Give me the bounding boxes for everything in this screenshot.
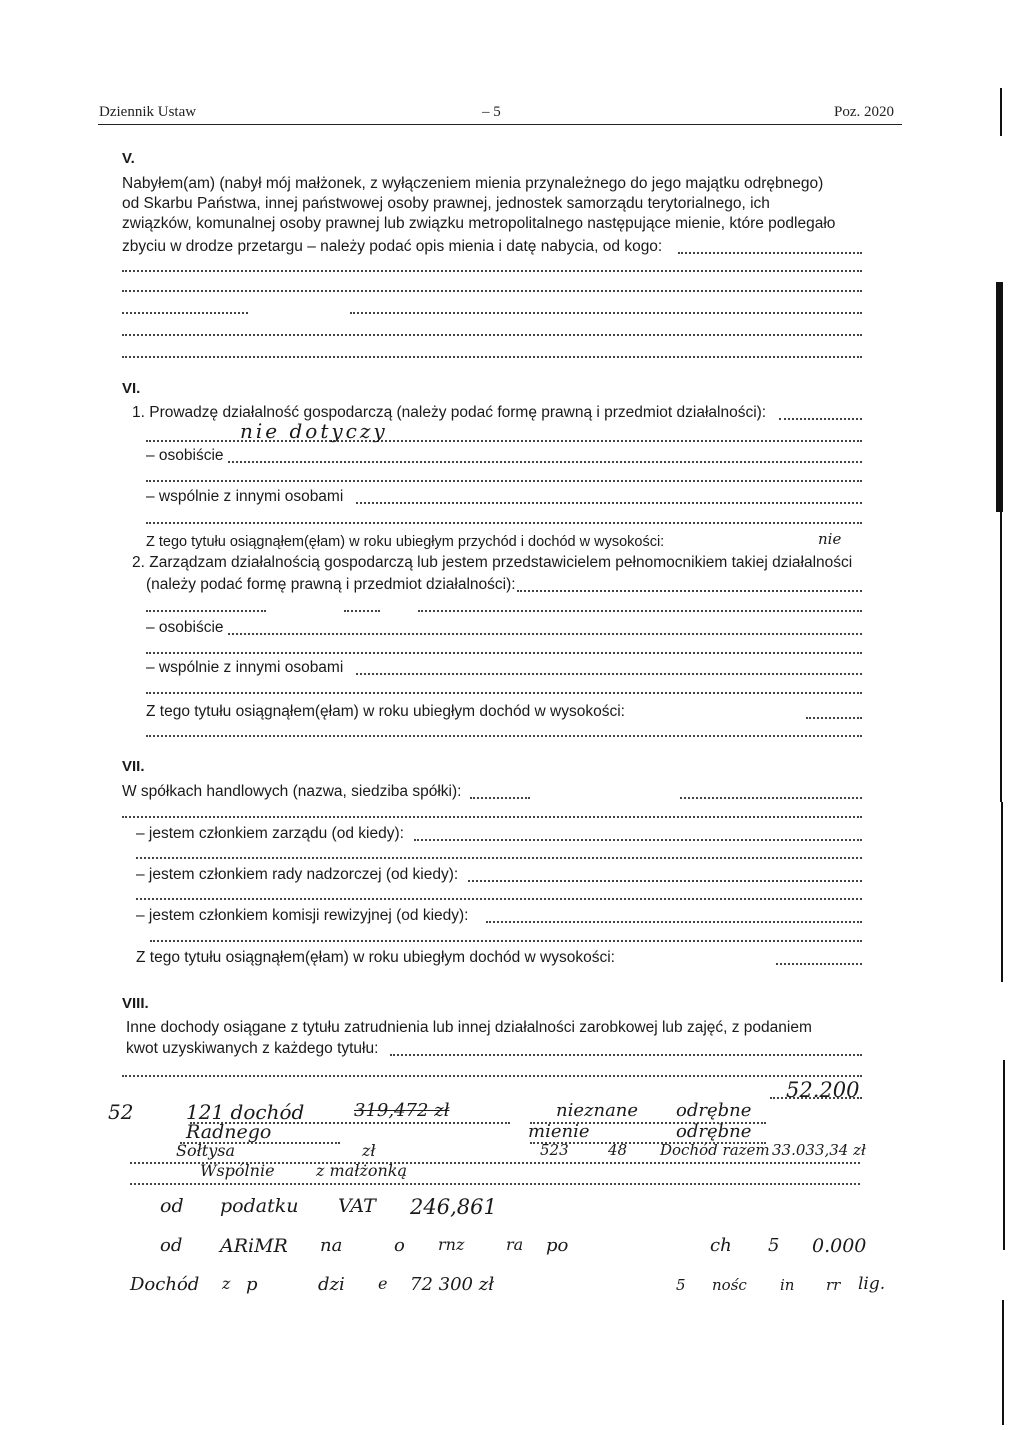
scan-edge-line — [1002, 1300, 1004, 1425]
handwritten-amount: 523 — [540, 1141, 569, 1159]
handwritten-note: 52 — [108, 1100, 134, 1124]
fill-line — [776, 963, 862, 965]
scan-edge-line — [1000, 512, 1002, 802]
handwritten-note: p — [246, 1274, 258, 1295]
handwritten-amount: 72 300 zł — [410, 1274, 495, 1295]
handwritten-amount: 52.200 — [786, 1078, 860, 1102]
handwritten-amount: 5 — [768, 1235, 780, 1256]
handwritten-note: odrębne — [676, 1100, 752, 1121]
handwritten-note: podatku — [220, 1195, 299, 1217]
scan-edge-line — [1001, 802, 1003, 982]
handwritten-note: Radnego — [186, 1121, 272, 1143]
scan-edge-line — [1003, 1060, 1005, 1250]
fill-line — [122, 1075, 862, 1077]
handwritten-amount: 319,472 zł — [354, 1100, 450, 1121]
section-viii-numeral: VIII. — [122, 995, 149, 1012]
scan-edge-bar — [996, 282, 1003, 512]
business-management-label: 2. Zarządzam działalnością gospodarczą lub jestem przedstawicielem pełnomocnikiem takiej działalności — [132, 554, 853, 571]
section-v-text-line: od Skarbu Państwa, innej państwowej osoby prawnej, jednostek samorządu terytorialnego, ich — [122, 195, 770, 212]
position-number: Poz. 2020 — [834, 104, 894, 120]
income-label: Z tego tytułu osiągnąłem(ęłam) w roku ubiegłym dochód w wysokości: — [136, 949, 615, 966]
header-rule — [98, 124, 902, 125]
fill-line — [136, 898, 862, 900]
handwritten-note: lig. — [858, 1274, 886, 1294]
handwritten-note: po — [546, 1235, 569, 1256]
section-v-text-line: związków, komunalnej osoby prawnej lub związku metropolitalnego następujące mienie, które podlegało — [122, 215, 836, 232]
handwritten-note: z — [222, 1274, 231, 1293]
page-number: – 5 — [482, 104, 501, 120]
business-activity-label: 1. Prowadzę działalność gospodarczą (należy podać formę prawną i przedmiot działalności): — [132, 404, 767, 421]
personally-label: – osobiście — [146, 447, 224, 464]
handwritten-amount: 48 — [608, 1141, 628, 1159]
business-management-label: (należy podać formę prawną i przedmiot działalności): — [146, 576, 516, 593]
fill-line — [122, 356, 862, 358]
handwritten-note: nieznane — [556, 1100, 639, 1121]
handwritten-amount: 246,861 — [410, 1195, 497, 1219]
income-label: Z tego tytułu osiągnąłem(ęłam) w roku ubiegłym dochód w wysokości: — [146, 703, 625, 720]
handwritten-note: 121 dochód — [186, 1100, 305, 1124]
handwritten-note: ch — [710, 1235, 732, 1256]
fill-line — [228, 461, 862, 463]
fill-line — [517, 590, 862, 592]
handwritten-note: zł — [362, 1141, 376, 1160]
jointly-label: – wspólnie z innymi osobami — [146, 488, 344, 505]
fill-line — [350, 312, 862, 314]
fill-line — [150, 940, 862, 942]
handwritten-note: na — [320, 1235, 343, 1256]
fill-line — [486, 921, 862, 923]
fill-line — [806, 717, 862, 719]
fill-line — [356, 502, 862, 504]
fill-line — [122, 816, 862, 818]
fill-line — [146, 692, 862, 694]
jointly-label: – wspólnie z innymi osobami — [146, 659, 344, 676]
fill-line — [130, 1183, 860, 1185]
handwritten-note: z małżonką — [316, 1161, 408, 1180]
fill-line — [122, 334, 862, 336]
fill-line — [146, 652, 862, 654]
fill-line — [146, 735, 862, 737]
fill-line — [146, 480, 862, 482]
personally-label: – osobiście — [146, 619, 224, 636]
fill-line — [468, 880, 862, 882]
other-income-label: kwot uzyskiwanych z każdego tytułu: — [126, 1040, 379, 1057]
handwritten-note: Dochód razem — [660, 1141, 770, 1159]
section-v-text-line: zbyciu w drodze przetargu – należy podać opis mienia i datę nabycia, od kogo: — [122, 238, 663, 255]
income-label: Z tego tytułu osiągnąłem(ęłam) w roku ubiegłym przychód i dochód w wysokości: — [146, 534, 665, 550]
handwritten-amount: 33.033,34 zł — [772, 1141, 866, 1159]
handwritten-note: mienie — [528, 1121, 590, 1142]
fill-line — [146, 610, 266, 612]
handwritten-note: dzi — [318, 1274, 345, 1295]
fill-line — [122, 270, 862, 272]
fill-line — [344, 610, 380, 612]
handwritten-note: nośc — [712, 1276, 747, 1294]
fill-line — [418, 610, 862, 612]
handwritten-note: e — [378, 1274, 388, 1293]
fill-line — [122, 290, 862, 292]
fill-line — [779, 418, 862, 420]
handwritten-note: VAT — [338, 1195, 376, 1217]
board-label: – jestem członkiem zarządu (od kiedy): — [136, 825, 404, 842]
handwritten-note: 5 — [676, 1276, 686, 1294]
handwritten-note: rr — [826, 1276, 841, 1294]
other-income-label: Inne dochody osiągane z tytułu zatrudnienia lub innej działalności zarobkowej lub zajęć, z podaniem — [126, 1019, 812, 1036]
section-v-text-line: Nabyłem(am) (nabył mój małżonek, z wyłączeniem mienia przynależnego do jego majątku odrębnego) — [122, 175, 824, 192]
section-vi-numeral: VI. — [122, 380, 141, 397]
handwritten-note: ra — [506, 1235, 524, 1254]
handwritten-note: Wspólnie — [200, 1161, 275, 1180]
fill-line — [678, 252, 862, 254]
fill-line — [146, 522, 862, 524]
handwritten-note: ARiMR — [220, 1235, 288, 1257]
fill-line — [228, 633, 862, 635]
fill-line — [470, 797, 530, 799]
handwritten-note: Dochód — [130, 1274, 200, 1295]
handwritten-note: od — [160, 1195, 184, 1217]
handwritten-note: rnz — [438, 1235, 465, 1254]
companies-label: W spółkach handlowych (nazwa, siedziba spółki): — [122, 783, 462, 800]
handwritten-answer: nie dotyczy — [240, 419, 388, 443]
handwritten-amount: 0.000 — [812, 1235, 867, 1257]
fill-line — [136, 857, 862, 859]
section-vii-numeral: VII. — [122, 758, 145, 775]
fill-line — [356, 673, 862, 675]
supervisory-label: – jestem członkiem rady nadzorczej (od kiedy): — [136, 866, 459, 883]
handwritten-note: odrębne — [676, 1121, 752, 1142]
fill-line — [122, 312, 248, 314]
fill-line — [414, 839, 862, 841]
handwritten-answer: nie — [818, 530, 842, 548]
audit-label: – jestem członkiem komisji rewizyjnej (od kiedy): — [136, 907, 469, 924]
handwritten-note: in — [780, 1276, 795, 1294]
scan-edge-line — [1000, 88, 1002, 136]
journal-title: Dziennik Ustaw — [99, 104, 197, 120]
handwritten-note: Sołtysa — [176, 1141, 235, 1160]
fill-line — [680, 797, 862, 799]
fill-line — [390, 1054, 862, 1056]
section-v-numeral: V. — [122, 150, 135, 167]
handwritten-note: od — [160, 1235, 183, 1256]
handwritten-note: o — [394, 1235, 405, 1256]
